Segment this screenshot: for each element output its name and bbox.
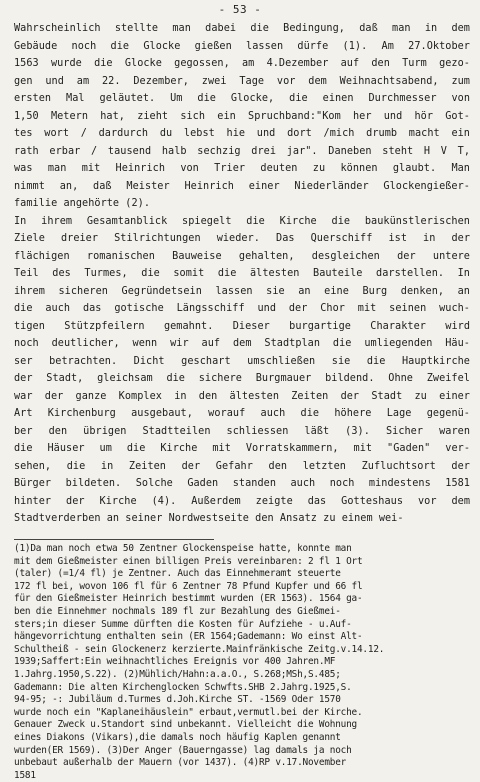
- footnote-line: Schultheiß - sein Glockenerz kerzierte.Mainfränkische Zeitg.v.14.12.: [14, 643, 385, 655]
- footnotes: [14, 543, 470, 782]
- footnote-line: wurden(ER 1569). (3)Der Anger (Bauerngasse) lag damals ja noch: [14, 744, 352, 756]
- body-line: flächigen romanischen Bauweise gehalten, desgleichen der untere: [14, 250, 470, 262]
- footnote-line: 1.Jahrg.1950,S.22). (2)Mühlich/Hahn:a.a.O., S.268;MSh,S.485;: [14, 668, 341, 680]
- body-line: was man mit Heinrich von Trier deuten zu können glaubt. Man: [14, 163, 470, 174]
- page-number: - 53 -: [218, 3, 262, 16]
- body-line: ser betrachten. Dicht geschart umschließen sie die Hauptkirche: [14, 355, 470, 367]
- footnote-line: eines Diakons (Vikars),die damals noch häufig Kaplen genannt: [14, 731, 341, 743]
- body-line: familie angehörte (2).: [14, 198, 151, 209]
- footnote-line: 94-95; -: Jubiläum d.Turmes d.Joh.Kirche ST. -1569 Oder 1570: [14, 694, 341, 706]
- body-line: die auch das gotische Längsschiff und der Chor mit seinen wuch-: [14, 303, 470, 314]
- body-line: rath erbar / tausend halb sechzig drei jar". Daneben steht H V T,: [14, 145, 470, 157]
- body-line: In ihrem Gesamtanblick spiegelt die Kirche die baukünstlerischen: [14, 215, 470, 227]
- footnote-line: 172 fl bei, wovon 106 fl für 6 Zentner 78 Pfund Kupfer und 66 fl: [14, 580, 363, 592]
- footnote-line: sters;in dieser Summe dürften die Kosten für Aufziehe - u.Auf-: [14, 618, 352, 630]
- footnote-line: für den Gießmeister Heinrich bestimmt wurden (ER 1563). 1564 ga-: [14, 593, 363, 605]
- footnote-line: mit dem Gießmeister einen billigen Preis vereinbaren: 2 fl 1 Ort: [14, 555, 363, 567]
- body-line: Bürger bildeten. Solche Gaden standen auch noch mindestens 1581: [14, 478, 470, 489]
- footnote-line: Gademann: Die alten Kirchenglocken Schwfts.SHB 2.Jahrg.1925,S.: [14, 681, 352, 693]
- body-line: Art Kirchenburg ausgebaut, worauf auch die höhere Lage gegenü-: [14, 408, 470, 419]
- footnote-line: wurde noch ein "Kaplaneihäuslein" erbaut,vermutl.bei der Kirche.: [14, 706, 363, 718]
- body-line: ihrem sicheren Gegründetsein lassen sie an eine Burg denken, an: [14, 285, 470, 297]
- body-line: ber den übrigen Stadtteilen schliessen läßt (3). Sicher waren: [14, 425, 470, 437]
- body-line: Teil des Turmes, die somit die ältesten Bauteile darstellen. In: [14, 268, 470, 279]
- body-line: sehen, die in Zeiten der Gefahr den letzten Zufluchtsort der: [14, 460, 470, 472]
- body-line: ersten Mal geläutet. Um die Glocke, die einen Durchmesser von: [14, 93, 470, 104]
- footnote-line: hängevorrichtung enthalten sein (ER 1564;Gademann: Wo einst Alt-: [14, 631, 363, 643]
- footnote-line: (taler) (=1/4 fl) je Zentner. Auch das Einnehmeramt steuerte: [14, 568, 341, 580]
- footnote-line: unbebaut außerhalb der Mauern (vor 1437). (4)RP v.17.November: [14, 757, 347, 769]
- body-line: 1563 wurde die Glocke gegossen, am 4.Dezember auf den Turm gezo-: [14, 58, 470, 69]
- body-line: der Stadt, gleichsam die sichere Burgmauer bildend. Ohne Zweifel: [14, 373, 470, 384]
- body-line: Stadtverderben an seiner Nordwestseite den Ansatz zu einem wei-: [14, 513, 404, 524]
- footnote-line: Genauer Zweck u.Standort sind unbekannt. Vielleicht die Wohnung: [14, 719, 357, 731]
- body-line: Wahrscheinlich stellte man dabei die Bedingung, daß man in dem: [14, 23, 470, 34]
- body-line: die Häuser um die Kirche mit Vorratskammern, mit "Gaden" ver-: [14, 443, 470, 454]
- footnote-line: 1939;Saffert:Ein weihnachtliches Ereignis vor 400 Jahren.MF: [14, 656, 336, 668]
- body-line: 1,50 Metern hat, zieht sich ein Spruchband:"Kom her und hör Got-: [14, 110, 470, 122]
- body-line: hinter der Kirche (4). Außerdem zeigte das Gotteshaus vor dem: [14, 495, 470, 507]
- footnote-separator: [14, 539, 214, 540]
- body-line: nimmt an, daß Meister Heinrich einer Niederländer Glockengießer-: [14, 180, 470, 192]
- footnote-line: 1581: [14, 769, 36, 781]
- body-text: [14, 20, 470, 528]
- body-line: gen und am 22. Dezember, zwei Tage vor dem Weihnachtsabend, zum: [14, 75, 470, 87]
- body-line: Gebäude noch die Glocke gießen lassen dürfe (1). Am 27.Oktober: [14, 40, 470, 52]
- body-line: war der ganze Komplex in den ältesten Zeiten der Stadt zu einer: [14, 390, 470, 402]
- body-line: noch deutlicher, wenn wir auf dem Stadtplan die umliegenden Häu-: [14, 338, 470, 349]
- footnote-line: ben die Einnehmer nochmals 189 fl zur Bezahlung des Gießmei-: [14, 605, 341, 617]
- body-line: tes wort / dardurch du lebst hie und dort /mich drumb macht ein: [14, 128, 470, 139]
- footnote-line: (1)Da man noch etwa 50 Zentner Glockenspeise hatte, konnte man: [14, 543, 352, 554]
- body-line: Ziele dreier Stilrichtungen wieder. Das Querschiff ist in der: [14, 233, 470, 244]
- body-line: tigen Stützpfeilern gemahnt. Dieser burgartige Charakter wird: [14, 320, 470, 332]
